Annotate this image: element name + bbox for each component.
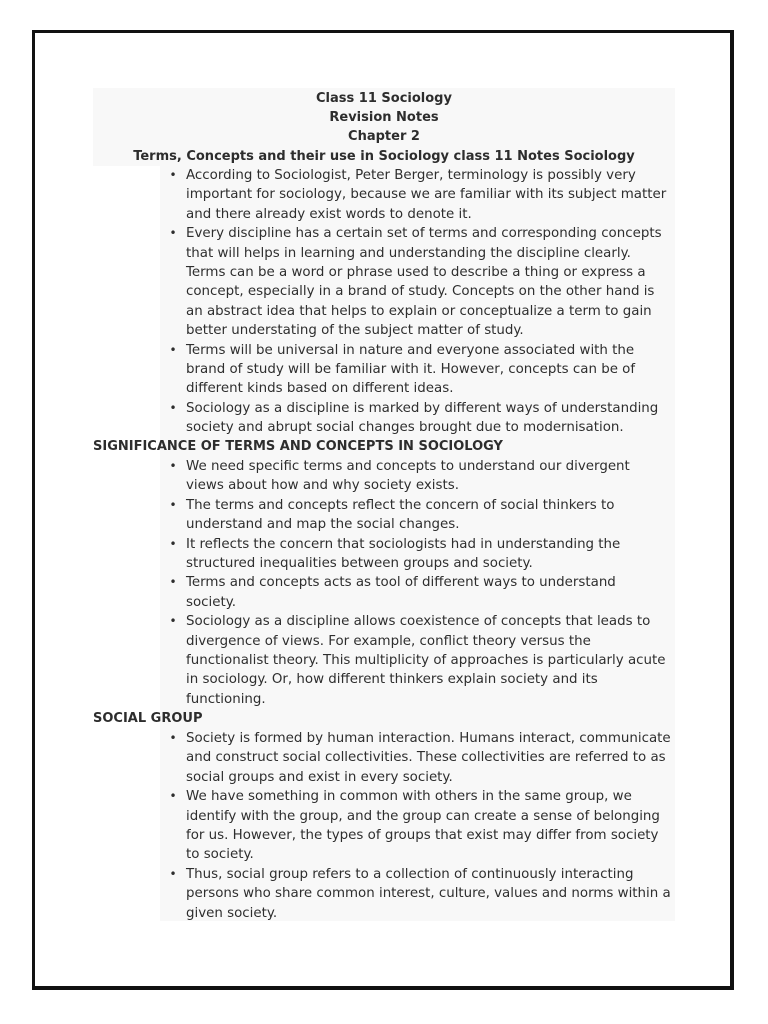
bullet-icon: • xyxy=(169,400,177,415)
bullet-icon: • xyxy=(169,226,177,241)
bullet-icon: • xyxy=(169,614,177,629)
list-item xyxy=(160,729,675,787)
list-item xyxy=(160,399,675,438)
bullet-icon: • xyxy=(169,866,177,881)
list-item-line: According to Sociologist, Peter Berger, terminology is possibly very xyxy=(186,168,636,183)
list-item-line: society. xyxy=(186,594,237,610)
list-item-line: Thus, social group refers to a collection of continuously interacting xyxy=(186,866,634,882)
list-item-line: given society. xyxy=(186,905,278,921)
list-item-line: functioning. xyxy=(186,691,266,707)
bullet-icon: • xyxy=(169,731,177,745)
doc-title-revision: Revision Notes xyxy=(329,110,439,125)
list-item-line: Sociology as a discipline is marked by different ways of understanding xyxy=(186,400,659,416)
list-item-line: Society is formed by human interaction. Humans interact, communicate xyxy=(186,731,671,746)
list-item-line: and there already exist words to denote it. xyxy=(186,206,472,222)
list-item-line: structured inequalities between groups and society. xyxy=(186,556,533,572)
list-item xyxy=(160,224,675,340)
bullet-icon: • xyxy=(169,536,177,551)
section-heading-social-group: SOCIAL GROUP xyxy=(93,711,203,726)
list-item xyxy=(160,341,675,399)
list-item-line: better understating of the subject matter of study. xyxy=(186,323,524,339)
bullet-icon: • xyxy=(169,168,177,182)
list-item xyxy=(160,865,675,923)
list-item xyxy=(160,573,675,612)
list-item xyxy=(160,166,675,224)
doc-title-chapter: Chapter 2 xyxy=(348,129,420,144)
list-item xyxy=(160,787,675,865)
list-item-line: The terms and concepts reflect the concern of social thinkers to xyxy=(186,497,615,513)
list-item-line: understand and map the social changes. xyxy=(186,517,460,533)
bullet-icon: • xyxy=(169,459,177,473)
bullet-icon: • xyxy=(169,789,177,804)
list-item-line: It reflects the concern that sociologists had in understanding the xyxy=(186,536,621,552)
list-item-line: and construct social collectivities. These collectivities are referred to as xyxy=(186,750,666,766)
list-item-line: Every discipline has a certain set of terms and corresponding concepts xyxy=(186,226,662,242)
list-item xyxy=(160,496,675,535)
list-item-line: concept, especially in a brand of study. Concepts on the other hand is xyxy=(186,284,655,300)
list-item-line: persons who share common interest, culture, values and norms within a xyxy=(186,886,671,902)
bullet-icon: • xyxy=(169,497,177,512)
list-item-line: identify with the group, and the group can create a sense of belonging xyxy=(186,808,660,824)
intro-bullet-list xyxy=(160,166,675,438)
significance-bullet-list xyxy=(160,457,675,709)
list-item-line: brand of study will be familiar with it. However, concepts can be of xyxy=(186,362,636,378)
list-item-line: We need specific terms and concepts to understand our divergent xyxy=(186,459,630,474)
list-item-line: Sociology as a discipline allows coexistence of concepts that leads to xyxy=(186,614,651,630)
list-item-line: an abstract idea that helps to explain or conceptualize a term to gain xyxy=(186,303,652,319)
section-heading-significance: SIGNIFICANCE OF TERMS AND CONCEPTS IN SOCIOLOGY xyxy=(93,439,503,454)
list-item xyxy=(160,457,675,496)
list-item xyxy=(160,535,675,574)
list-item-line: society and abrupt social changes brought due to modernisation. xyxy=(186,420,624,436)
list-item-line: that will helps in learning and understanding the discipline clearly. xyxy=(186,245,631,261)
bullet-icon: • xyxy=(169,342,177,357)
list-item-line: different kinds based on different ideas. xyxy=(186,381,454,397)
list-item-line: Terms can be a word or phrase used to describe a thing or express a xyxy=(186,265,646,281)
list-item-line: divergence of views. For example, conflict theory versus the xyxy=(186,633,591,649)
social-group-bullet-list xyxy=(160,729,675,923)
doc-title-class: Class 11 Sociology xyxy=(316,91,452,106)
list-item-line: in sociology. Or, how different thinkers explain society and its xyxy=(186,672,598,688)
list-item-line: social groups and exist in every society. xyxy=(186,769,453,785)
list-item-line: Terms will be universal in nature and everyone associated with the xyxy=(186,342,635,358)
doc-title-topic: Terms, Concepts and their use in Sociology class 11 Notes Sociology xyxy=(133,149,635,164)
list-item-line: important for sociology, because we are familiar with its subject matter xyxy=(186,187,667,203)
list-item xyxy=(160,612,675,709)
list-item-line: We have something in common with others in the same group, we xyxy=(186,789,632,805)
list-item-line: views about how and why society exists. xyxy=(186,478,459,494)
list-item-line: functionalist theory. This multiplicity of approaches is particularly acute xyxy=(186,653,666,669)
list-item-line: to society. xyxy=(186,847,254,863)
list-item-line: for us. However, the types of groups that exist may differ from society xyxy=(186,828,659,844)
list-item-line: Terms and concepts acts as tool of different ways to understand xyxy=(186,575,616,591)
bullet-icon: • xyxy=(169,575,177,590)
